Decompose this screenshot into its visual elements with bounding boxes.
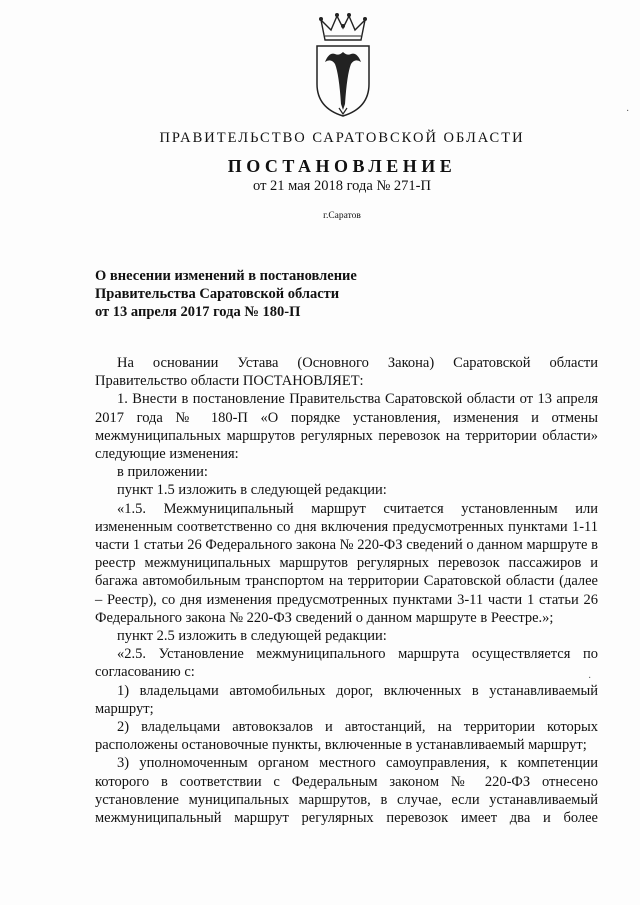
scan-mark: · [626,106,630,117]
saratov-coat-of-arms-emblem [311,12,375,120]
document-title [95,267,357,321]
paragraph: 1. Внести в постановление Правительства Саратовской области от 13 апреля 2017 года № 180-П «О порядке установления, изменения и отмены межмуниципальных маршрутов регулярных перевозок на территории области» следующие изменения: [95,391,598,463]
scan-mark: · [588,673,592,684]
paragraph: 2) владельцами автовокзалов и автостанций, на территории которых расположены остановочные пункты, включенные в устанавливаемый маршрут; [95,719,598,754]
title-line-2: Правительства Саратовской области [95,286,340,302]
paragraph: 3) уполномоченным органом местного самоуправления, к компетенции которого в соответствии с Федеральным законом № 220-ФЗ отнесено установление муниципальных маршрутов, в случае, если устанавливаемый межмуниципальный маршрут регулярных перевозок имеет два и более [95,755,598,827]
document-type: ПОСТАНОВЛЕНИЕ [227,156,457,176]
paragraph: «2.5. Установление межмуниципального маршрута осуществляется по согласованию с: [95,646,598,681]
title-line-3: от 13 апреля 2017 года № 180-П [95,304,301,320]
paragraph: пункт 2.5 изложить в следующей редакции: [117,628,387,645]
document-date-number: от 21 мая 2018 года № 271-П [253,178,431,194]
paragraph: в приложении: [117,464,208,481]
paragraph: 1) владельцами автомобильных дорог, включенных в устанавливаемый маршрут; [95,682,598,717]
government-name: ПРАВИТЕЛЬСТВО САРАТОВСКОЙ ОБЛАСТИ [159,130,525,146]
document-body [95,354,598,827]
paragraph: пункт 1.5 изложить в следующей редакции: [117,482,387,499]
document-city: г.Саратов [323,211,361,221]
paragraph: «1.5. Межмуниципальный маршрут считается установленным или измененным соответственно со дня включения предусмотренных пунктами 1-11 части 1 статьи 26 Федерального закона № 220-ФЗ сведений о данном маршруте в реестр межмуниципальных маршрутов регулярных перевозок пассажиров и багажа автомобильным транспортом на территории Саратовской области (далее – Реестр), со дня изменения предусмотренных пунктами 3-11 части 1 статьи 26 Федерального закона № 220-ФЗ сведений о данном маршруте в Реестре.»; [95,500,598,626]
title-line-1: О внесении изменений в постановление [95,268,357,284]
paragraph: На основании Устава (Основного Закона) Саратовской области Правительство области ПОСТАНОВЛЯЕТ: [95,355,598,390]
